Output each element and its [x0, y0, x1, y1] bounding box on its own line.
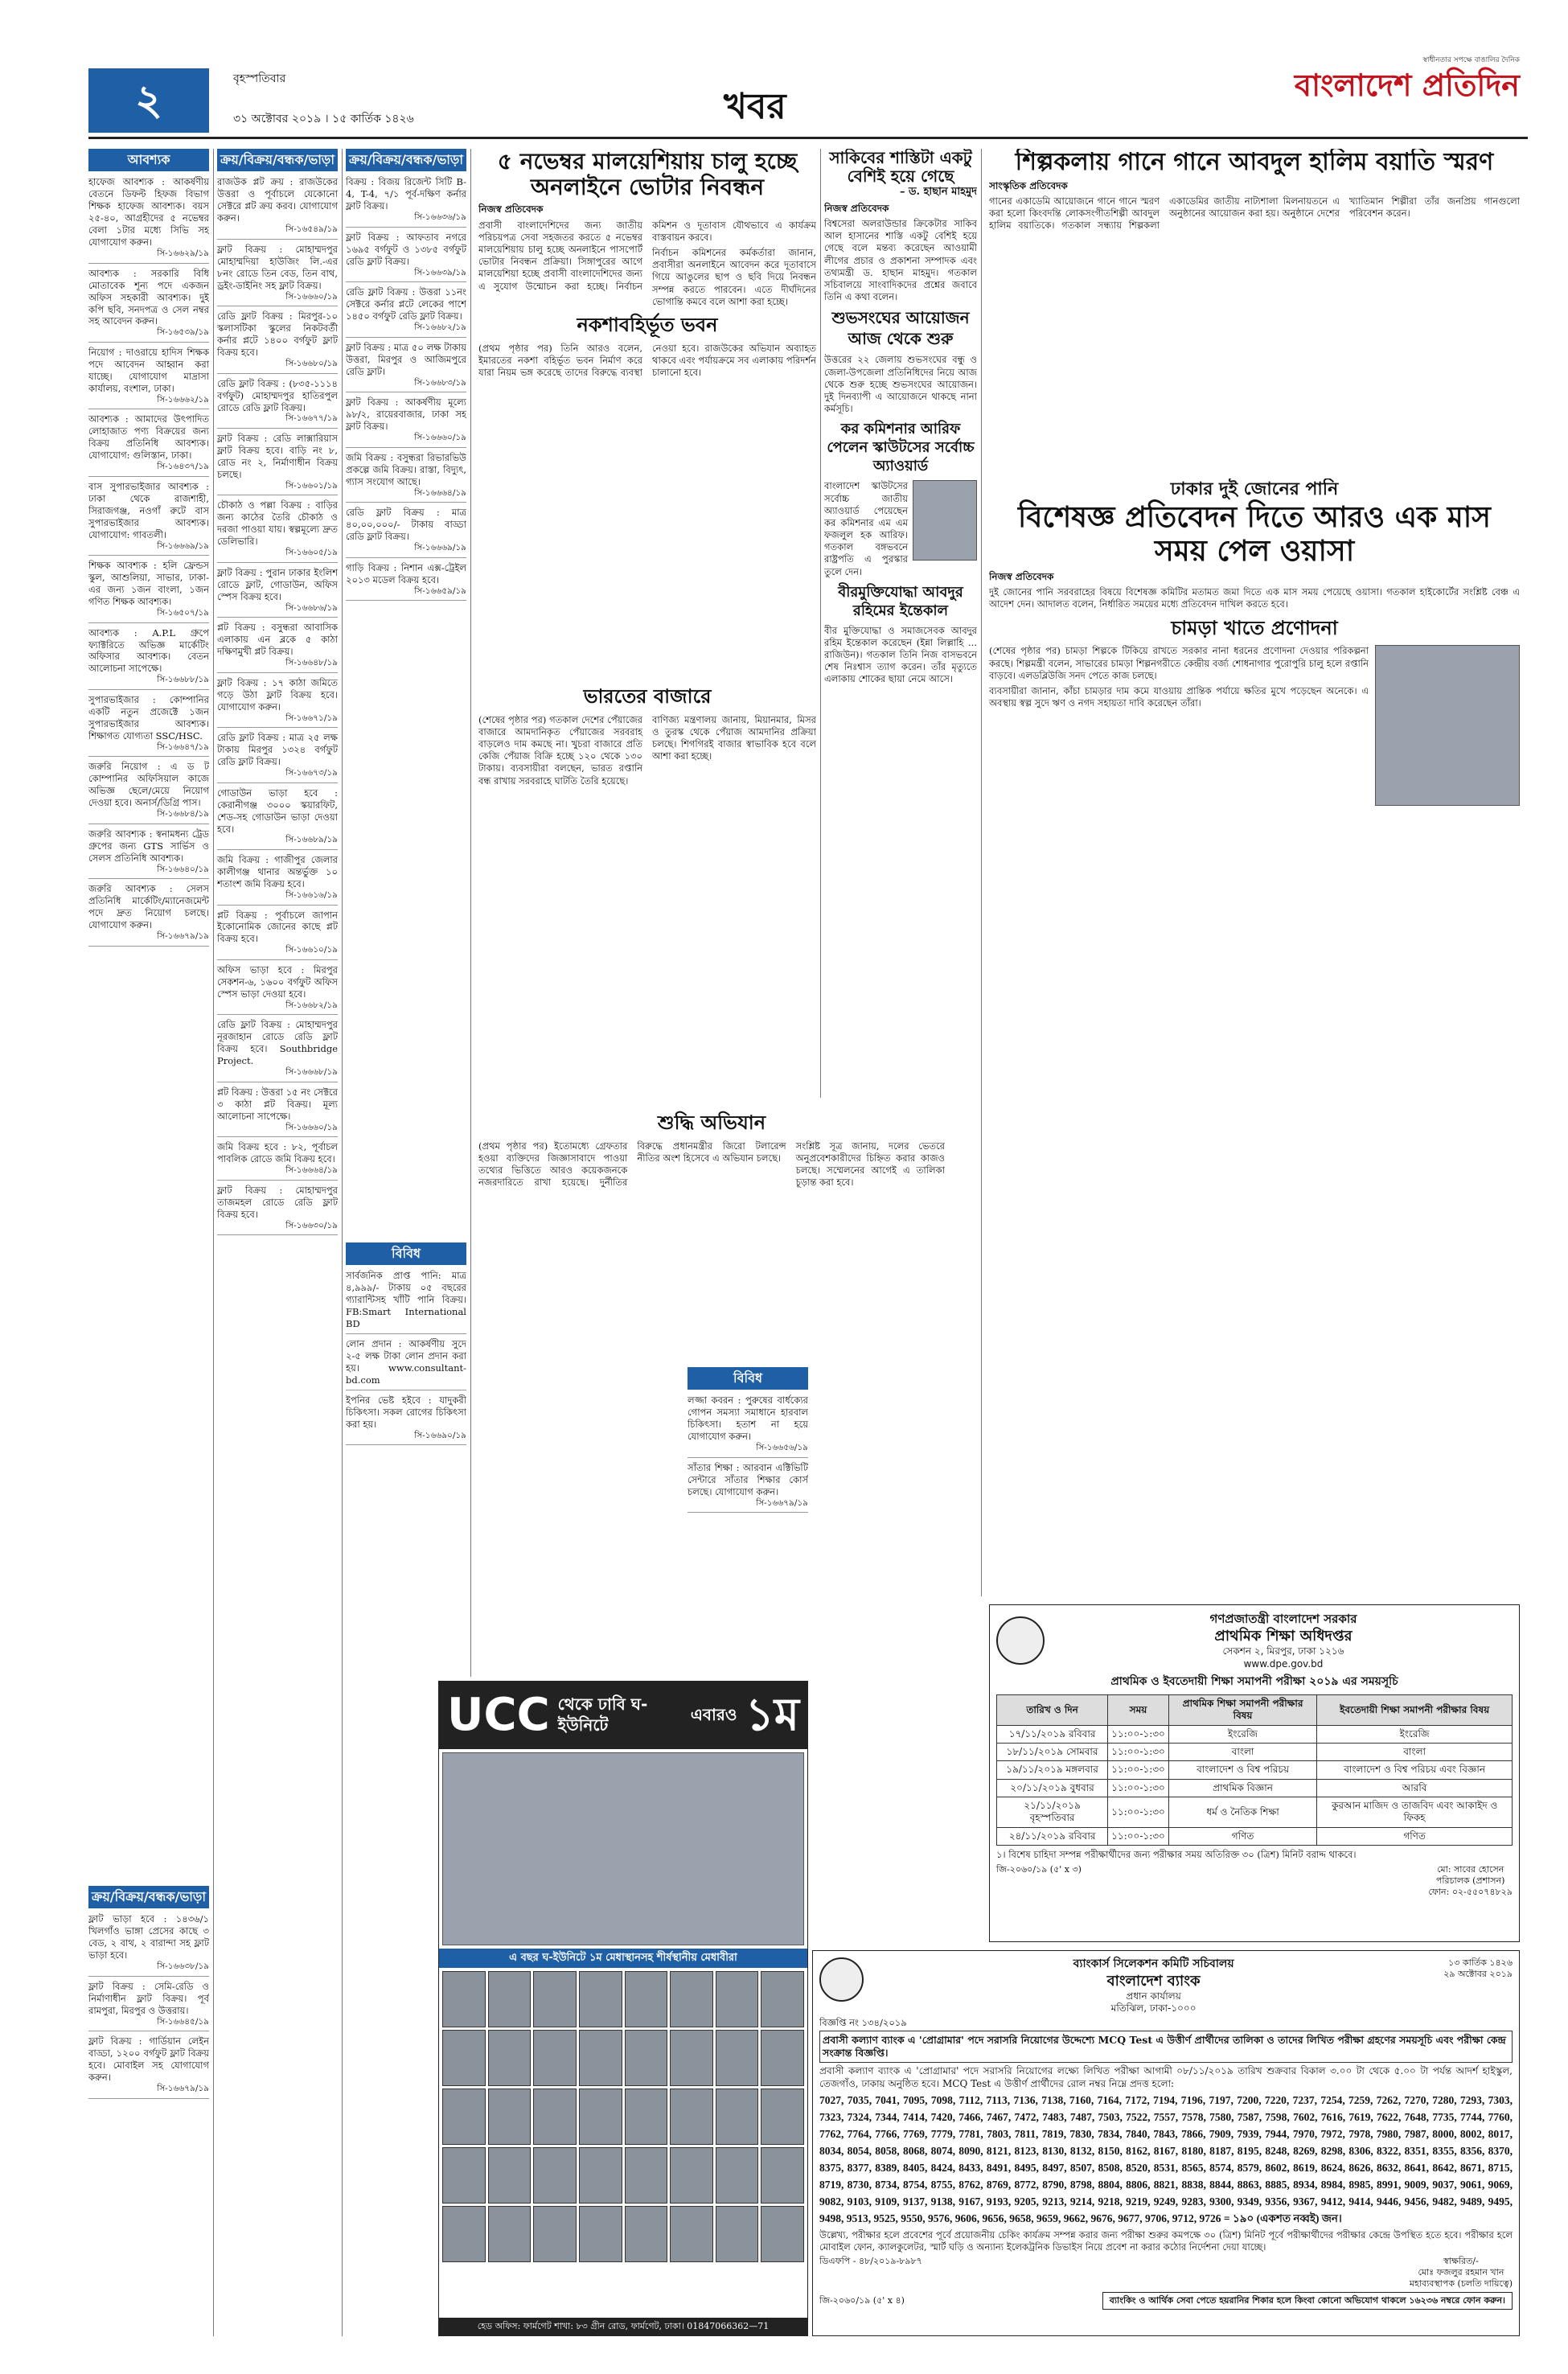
table-header-cell: সময়	[1108, 1694, 1169, 1725]
story-byline: নিজস্ব প্রতিবেদক	[989, 570, 1054, 582]
bank-signer-title: মহাব্যবস্থাপক (চলতি দায়িত্বে)	[1409, 2278, 1513, 2290]
ucc-title: UCC	[447, 1689, 550, 1741]
bank-notice-no: বিজ্ঞপ্তি নং ১৩৪/২০১৯	[819, 2016, 907, 2028]
classified-ad-text: ফ্লাট বিক্রয় : মাত্র ৫০ লক্ষ টাকায় উত্তরা, মিরপুর ও আজিমপুরে রেডি ফ্লাট।	[346, 341, 466, 377]
table-cell: কুরআন মাজিদ ও তাজবিদ এবং আকাইদ ও ফিকহ	[1317, 1797, 1513, 1828]
classified-ad-text: ইপনির ভেষ্ট হইবে : যাদুকরী চিকিৎসা। সকল রোগের চিকিৎসা করা হয়।	[346, 1394, 466, 1430]
classified-ad	[88, 883, 209, 946]
classified-ad-ref: সি-১৬৬৭৯/১৯	[756, 1497, 808, 1508]
story-headline: ৫ নভেম্বর মালয়েশিয়ায় চালু হচ্ছে অনলাইনে ভোটার নিবন্ধন	[497, 149, 798, 201]
classified-ad	[88, 828, 209, 879]
dpe-exam-notice	[989, 1604, 1520, 1942]
classified-ad	[346, 452, 466, 503]
classified-ad-ref: সি-১৬৬২৯/১৯	[157, 248, 209, 259]
table-cell: ২০/১১/২০১৯ বুধবার	[997, 1779, 1108, 1797]
story-paragraph: উত্তরের ২২ জেলায় শুভসংঘের বন্ধু ও জেলা-উপজেলা প্রতিনিধিদের নিয়ে আজ থেকে শুরু হচ্ছে শুভসংঘের আয়োজন। দুই দিনব্যাপী এ আয়োজনে থাকছে নানা কর্মসূচি।	[824, 354, 977, 415]
ad-list	[346, 176, 466, 601]
classified-ad-ref: সি-১৬৬৩৯/১৯	[414, 267, 466, 277]
classified-ad-text: সার্বজনিক প্রাপ্ত পানি: মাত্র ৪,৯৯৯/- টাকায় ০৫ বছরের গ্যারান্টিসহ খাঁটি পানি বিক্রয়। FB:Smart International BD	[346, 1270, 466, 1330]
classified-column-1	[88, 149, 209, 1878]
classified-ad-text: আবশ্যক : আমাদের উৎপাদিত লোহাজাত পণ্য বিক্রয়ের জন্য বিক্রয় প্রতিনিধি আবশ্যক। যোগাযোগ: গুলিস্তান, ঢাকা।	[88, 413, 209, 462]
classified-ad	[217, 854, 338, 905]
column-divider	[213, 149, 214, 2336]
bank-footer: ব্যাংকিং ও আর্থিক সেবা পেতে হয়রানির শিকার হলে কিংবা কোনো অভিযোগ থাকলে ১৬২৩৬ নম্বরে ফোন করুন।	[1102, 2292, 1513, 2310]
classified-ad-ref: সি-১৬৬৭১/১৯	[285, 713, 338, 723]
ad-list	[88, 176, 209, 946]
classified-ad	[217, 433, 338, 495]
bank-org: ব্যাংকার্স সিলেকশন কমিটি সচিবালয়	[1073, 1957, 1234, 1970]
story-headline: কর কমিশনার আরিফ পেলেন স্কাউটসের সর্বোচ্চ অ্যাওয়ার্ড	[827, 421, 975, 475]
classified-ad	[217, 310, 338, 373]
classified-ad-ref: সি-১৬৬০৫/১৯	[285, 548, 338, 558]
classified-ad	[88, 560, 209, 622]
bank-date-bangla: ১৩ কার্তিক ১৪২৬	[1448, 1957, 1513, 1968]
classified-ad-ref: সি-১৬৬৬২/১৯	[157, 394, 209, 405]
ucc-advertisement	[438, 1681, 808, 2336]
story-paragraph: (শেষের পৃষ্ঠার পর) চামড়া শিল্পকে টিকিয়ে রাখতে সরকার নানা ধরনের প্রণোদনা দেওয়ার পরিকল্পনা করছে। শিল্পমন্ত্রী বলেন, সাভারের চামড়া শিল্পনগরীতে কেন্দ্রীয় বর্জ্য শোধনাগার পুরোপুরি চালু হলে রপ্তানি বাড়বে। এলডব্লিউজি সনদ পেতে কাজ চলছে।	[989, 645, 1369, 681]
classified-ad	[88, 481, 209, 556]
dpe-header	[996, 1612, 1513, 1670]
column-divider	[820, 149, 821, 1098]
story-quote-author: – ড. হাছান মাহমুদ	[899, 186, 977, 198]
story-headline: বীরমুক্তিযোদ্ধা আবদুর রহিমের ইন্তেকাল	[838, 583, 963, 619]
bank-headline: প্রবাসী কল্যাণ ব্যাংক এ 'প্রোগ্রামার' পদে সরাসরি নিয়োগের উদ্দেশ্যে MCQ Test এ উত্তীর্ণ প্রার্থীদের তালিকা ও তাদের লিখিত পরীক্ষা গ্রহণের সময়সূচি এবং পরীক্ষা কেন্দ্র সংক্রান্ত বিজ্ঞপ্তি।	[819, 2031, 1513, 2063]
story-malaysia	[478, 149, 816, 672]
classified-ad-ref: সি-১৬৬৭৩/১৯	[285, 768, 338, 778]
story-body	[989, 195, 1520, 232]
classified-ad	[346, 1270, 466, 1334]
story-wasa	[989, 478, 1520, 1596]
classified-ad	[217, 244, 338, 306]
table-row	[997, 1761, 1513, 1779]
table-cell: ১৮/১১/২০১৯ সোমবার	[997, 1743, 1108, 1760]
classified-ad	[346, 176, 466, 227]
classified-ad	[217, 964, 338, 1015]
classified-ad-text: রাজউক প্লট ক্রয় : রাজউকের উত্তরা ও পূর্বাচলে যেকোনো সেক্টরে প্লট ক্রয় করব। যোগাযোগ করুন।	[217, 176, 338, 224]
classified-ad-ref: সি-১৬৬১০/১৯	[285, 945, 338, 955]
story-paragraph: বিশ্বসেরা অলরাউন্ডার ক্রিকেটার সাকিব আল হাসানের শাস্তি একটু বেশিই হয়ে গেছে বলে মন্তব্য করেছেন আওয়ামী লীগের প্রচার ও প্রকাশনা সম্পাদক এবং তথ্যমন্ত্রী ড. হাছান মাহমুদ। গতকাল সচিবালয়ে সাংবাদিকদের প্রশ্নের জবাবে তিনি এ কথা বলেন।	[824, 217, 977, 303]
classified-ad	[346, 562, 466, 602]
classified-ad-text: শিক্ষক আবশ্যক : হলি ফ্রেন্ডস স্কুল, আশুলিয়া, সাভার, ঢাকা-এর জন্য ১জন বাংলা, ১জন গণিত শিক্ষক আবশ্যক।	[88, 560, 209, 607]
classified-ad-text: হাফেজ আবশ্যক : আকর্ষণীয় বেতনে ডিফল্ট হিফজ বিভাগ শিক্ষক হাফেজ আবশ্যক। বয়স ২৫-৪০, আগ্রহীদের ৫ নভেম্বর বেলা ১টার মধ্যে সিভি সহ যোগাযোগ করুন।	[88, 176, 209, 248]
classified-ad	[346, 396, 466, 447]
classified-ad-ref: সি-১৬৬৩০/১৯	[285, 1220, 338, 1230]
classified-column-2	[217, 149, 338, 2336]
classified-ad-ref: সি-১৬৬৮২/১৯	[414, 322, 466, 333]
classified-ad-ref: সি-১৬৬৮৩/১৯	[414, 377, 466, 388]
table-cell: ইংরেজি	[1168, 1725, 1316, 1743]
classified-ad-ref: সি-১৬৬৬৯/১৯	[414, 543, 466, 552]
table-cell: বাংলাদেশ ও বিশ্ব পরিচয় এবং বিজ্ঞান	[1317, 1761, 1513, 1779]
section-title: খবর	[724, 86, 786, 127]
story-paragraph: বাংলাদেশ স্কাউটসের সর্বোচ্চ জাতীয় অ্যাওয়ার্ড পেয়েছেন কর কমিশনার এম এম ফজলুল হক আরিফ। গতকাল বঙ্গভবনে রাষ্ট্রপতি এ পুরস্কার তুলে দেন।	[824, 480, 908, 577]
story-paragraph: প্রবাসী বাংলাদেশিদের জন্য জাতীয় পরিচয়পত্র সেবা সহজতর করতে ৫ নভেম্বর মালয়েশিয়ায় চালু হচ্ছে অনলাইনে পাসপোর্ট ভোটার নিবন্ধন প্রক্রিয়া। সিঙ্গাপুরের আগে মালয়েশিয়া হচ্ছে প্রবাসী বাংলাদেশিদের জন্য এ সুযোগ উন্মোচন করা হচ্ছে। নির্বাচন কমিশন ও দূতাবাস যৌথভাবে এ কার্যক্রম বাস্তবায়ন করবে।	[478, 219, 816, 292]
header-day: বৃহস্পতিবার	[233, 72, 286, 85]
column-divider	[981, 149, 982, 1596]
classified-ad	[217, 787, 338, 850]
story-headline: শিল্পকলায় গানে গানে আবদুল হালিম বয়াতি স্মরণ	[1015, 149, 1494, 176]
story-paragraph: গানের একাডেমি আয়োজনে গানে গানে স্মরণ করা হলো কিংবদন্তি লোকসংগীতশিল্পী আবদুল হালিম বয়াতিকে। গতকাল সন্ধ্যায় শিল্পকলা একাডেমির জাতীয় নাট্যশালা মিলনায়তনে এ অনুষ্ঠানের আয়োজন করা হয়। অনুষ্ঠানে দেশের খ্যাতিমান শিল্পীরা তাঁর জনপ্রিয় গানগুলো পরিবেশন করেন।	[989, 195, 1520, 232]
classified-ad-ref: সি-১৬৫৪৯/১৯	[285, 224, 338, 235]
story-subbody	[478, 343, 816, 381]
story-paragraph: নির্বাচন কমিশনের কর্মকর্তারা জানান, প্রবাসীরা অনলাইনে আবেদন করে দূতাবাসে গিয়ে আঙুলের ছাপ ও ছবি দিয়ে নিবন্ধন সম্পন্ন করতে পারবেন। এতে দীর্ঘদিনের ভোগান্তি কমবে বলে আশা করা হচ্ছে।	[652, 247, 816, 307]
story-headline: বিশেষজ্ঞ প্রতিবেদন দিতে আরও এক মাস সময় পেল ওয়াসা	[1018, 501, 1491, 568]
story-byline: নিজস্ব প্রতিবেদক	[478, 203, 544, 216]
table-cell: গণিত	[1168, 1827, 1316, 1845]
bank-signer: মোঃ ফজলুর রহমান খান	[1418, 2266, 1504, 2277]
story-byline: সাংস্কৃতিক প্রতিবেদক	[989, 179, 1068, 191]
classified-ad-text: জমি বিক্রয় হবে : ৮২, পূর্বাচল পাবলিক রোডে জমি বিক্রয় হবে।	[217, 1141, 338, 1165]
news-photo	[1375, 645, 1520, 806]
classified-ad	[217, 378, 338, 429]
classified-ad-ref: সি-১৬৬৮০/১৯	[285, 359, 338, 368]
classified-ad	[217, 176, 338, 239]
classified-ad-text: আবশ্যক : A.P.L গ্রুপে ফ্যাক্টরিতে অভিজ্ঞ মার্কেটিং অফিসার আবশ্যক। বেতন আলোচনা সাপেক্ষে।	[88, 626, 209, 675]
table-cell: ২১/১১/২০১৯ বৃহস্পতিবার	[997, 1797, 1108, 1828]
classified-ad	[88, 268, 209, 343]
table-cell: ১৭/১১/২০১৯ রবিবার	[997, 1725, 1108, 1743]
classified-column-1b	[88, 1886, 209, 2336]
table-header-cell: ইবতেদায়ী শিক্ষা সমাপনী পরীক্ষার বিষয়	[1317, 1694, 1513, 1725]
classified-ad-text: রেডি ফ্লাট বিক্রয় : মাত্র ২৫ লক্ষ টাকায় মিরপুর ১৩২৪ বর্গফুট রেডি ফ্লাট বিক্রয়।	[217, 732, 338, 768]
classified-ad	[217, 1019, 338, 1082]
classified-ad-text: ফ্লাট বিক্রয় : ১৭ কাঠা জমিতে গড়ে উঠা ফ্লাট বিক্রয় হবে। যোগাযোগ করুন।	[217, 676, 338, 713]
table-cell: ইংরেজি	[1317, 1725, 1513, 1743]
classified-ad-text: রেডি ফ্লাট বিক্রয় : মাত্র ৪০,০০,০০০/- টাকায় বাড্ডা রেডি ফ্লাট বিক্রয়।	[346, 507, 466, 543]
masthead-logo	[1254, 56, 1520, 137]
table-row	[997, 1797, 1513, 1828]
ucc-rank: ১ম	[745, 1689, 799, 1741]
classified-ad-ref: সি-১৬৬৬৪/১৯	[414, 487, 466, 498]
table-cell: বাংলাদেশ ও বিশ্ব পরিচয়	[1168, 1761, 1316, 1779]
ucc-subtitle: এবারও	[690, 1705, 737, 1725]
classified-ad-text: লজ্জা কবরন : পুরুষের বার্ধক্যের গোপন সমস্যা সমাধানে হারবাল চিকিৎসা। হতাশ না হয়ে যোগাযোগ করুন।	[688, 1394, 808, 1443]
table-header-cell: প্রাথমিক শিক্ষা সমাপনী পরীক্ষার বিষয়	[1168, 1694, 1316, 1725]
classified-ad-text: নিয়োগ : দাওরায়ে হাদিস শিক্ষক পদে আবেদন আহ্বান করা যাচ্ছে। যোগাযোগ মাদ্রাসা কার্যালয়, বংশাল, ঢাকা।	[88, 347, 209, 394]
bank-signed: স্বাক্ষরিত/-	[1443, 2255, 1479, 2266]
bangladesh-bank-notice	[812, 1950, 1520, 2336]
ucc-header	[439, 1682, 807, 1749]
ad-list	[346, 1270, 466, 1445]
bank-ref: জি-২০৬০/১৯ (৫' x ৪)	[819, 2295, 905, 2306]
dpe-address: সেকশন ২, মিরপুর, ঢাকা ১২১৬	[1222, 1645, 1344, 1657]
classified-ad-ref: সি-১৬৬৮২/১৯	[285, 1000, 338, 1010]
classified-ad-text: রেডি ফ্লাট বিক্রয় : (৮৩৫-১১১৪ বর্গফুট) মোহাম্মদপুর হাতিরপুল রোডে রেডি ফ্লাট বিক্রয়।	[217, 377, 338, 413]
bibidh-column	[346, 1242, 466, 1669]
table-cell: ২৪/১১/২০১৯ রবিবার	[997, 1827, 1108, 1845]
bank-date: ২৯ অক্টোবর ২০১৯	[1443, 1969, 1513, 1980]
classified-ad-text: রেডি ফ্লাট বিক্রয় : মিরপুর-১০ স্কলাসটিকা স্কুলের নিকটবর্তী কর্নার প্লটে ১৪০০ বর্গফুট ফ্লাট বিক্রয় হবে।	[217, 310, 338, 359]
government-seal-icon	[996, 1616, 1045, 1665]
classified-ad	[88, 2035, 209, 2098]
classified-ad-text: গোডাউন ভাড়া হবে : কেরানীগঞ্জ ৩০০০ স্কয়ারফিট, শেড-সহ গোডাউন ভাড়া দেওয়া হবে।	[217, 787, 338, 835]
story-paragraph: সংশ্লিষ্ট সূত্র জানায়, দলের ভেতরে অনুপ্রবেশকারীদের চিহ্নিত করার কাজও চলছে। সম্মেলনের আগেই এ তালিকা চূড়ান্ত করা হবে।	[795, 1140, 945, 1189]
bibidh-column-2	[688, 1367, 808, 1673]
classified-ad	[217, 677, 338, 728]
classified-ad-ref: সি-১৬৬৬০/১৯	[285, 1122, 338, 1132]
classified-ad-text: সুপারভাইজার : কোম্পানির একটি নতুন প্রজেক্টে ১জন সুপারভাইজার আবশ্যক। শিক্ষাগত যোগ্যতা SSC/HSC.	[88, 693, 209, 741]
column-heading: ক্রয়/বিক্রয়/বন্ধক/ভাড়া	[346, 149, 466, 171]
table-row	[997, 1725, 1513, 1743]
classified-ad-text: বাস সুপারভাইজার আবশ্যক : ঢাকা থেকে রাজশাহী, সিরাজগঞ্জ, নওগাঁ রুটে বাস সুপারভাইজার আবশ্যক। যোগাযোগ: গাবতলী।	[88, 480, 209, 540]
classified-ad-ref: সি-১৬৬৮৪/১৯	[157, 809, 209, 819]
classified-ad-text: ফ্লাট বিক্রয় : মোহাম্মদপুর মোহাম্মদিয়া হাউজিং লি.-এর ৮নং রোডে তিন বেড, তিন বাথ, ড্রইং-ডাইনিং সহ ফ্লাট বিক্রয়।	[217, 243, 338, 291]
portrait-photo	[913, 480, 977, 561]
table-cell: ধর্ম ও নৈতিক শিক্ষা	[1168, 1797, 1316, 1828]
story-body	[478, 1140, 945, 1189]
classified-ad-text: ফ্লাট বিক্রয় : পুরান ঢাকার ইংলিশ রোডে ফ্লাট, গোডাউন, অফিস স্পেস বিক্রয় হবে।	[217, 566, 338, 602]
story-headline: ভারতের বাজারে	[583, 685, 712, 708]
classified-ad-ref: সি-১৬৬৬০/১৯	[414, 433, 466, 443]
table-row	[997, 1827, 1513, 1845]
story-headline: শুদ্ধি অভিযান	[657, 1111, 766, 1134]
classified-ad-text: ফ্লাট বিক্রয় : মোহাম্মদপুর তাজমহল রোডে রেডি ফ্লাট বিক্রয় হবে।	[217, 1184, 338, 1220]
column-heading: বিবিধ	[688, 1367, 808, 1390]
classified-ad-text: জমি বিক্রয় : গাজীপুর জেলার কালীগঞ্জ থানার অন্তর্ভুক্ত ১০ শতাংশ জমি বিক্রয় হবে।	[217, 854, 338, 889]
classified-ad	[217, 1185, 338, 1235]
classified-ad	[688, 1462, 808, 1513]
story-paragraph: বাণিজ্য মন্ত্রণালয় জানায়, মিয়ানমার, মিসর ও তুরস্ক থেকে পেঁয়াজ আমদানির প্রক্রিয়া চলছে। শিগগিরই বাজার স্বাভাবিক হবে বলে আশা করা হচ্ছে।	[652, 713, 816, 762]
story-paragraph: দুই জোনের পানি সরবরাহের বিষয়ে বিশেষজ্ঞ কমিটির মতামত জমা দিতে এক মাস সময় পেয়েছে ওয়াসা। গতকাল হাইকোর্টের সংশ্লিষ্ট বেঞ্চ এ আদেশ দেন। আদালত বলেন, নির্ধারিত সময়ের মধ্যে প্রতিবেদন দাখিল করতে হবে।	[989, 586, 1520, 610]
ucc-title-rest: থেকে ঢাবি ঘ-ইউনিটে	[557, 1694, 648, 1735]
bank-intro: প্রবাসী কল্যাণ ব্যাংক এ 'প্রোগ্রামার' পদে সরাসরি নিয়োগের লক্ষ্যে লিখিত পরীক্ষা আগামী ০৮/১১/২০১৯ তারিখ শুক্রবার বিকাল ৩.০০ টা থেকে ৫.০০ টা পর্যন্ত আদর্শ হাইস্কুল, তেজগাঁও, ঢাকায় অনুষ্ঠিত হবে। MCQ Test এ উত্তীর্ণ প্রার্থীদের রোল নম্বর নিম্নে প্রদত্ত হলো:	[819, 2065, 1513, 2089]
classified-ad	[217, 499, 338, 562]
classified-ad-text: জরুরি আবশ্যক : স্বনামধন্য ট্রেড গ্রুপের জন্য GTS সার্ভিস ও সেলস প্রতিনিধি আবশ্যক।	[88, 828, 209, 864]
column-divider	[470, 149, 471, 1677]
story-paragraph: (প্রথম পৃষ্ঠার পর) ইতোমধ্যে গ্রেফতার হওয়া ব্যক্তিদের জিজ্ঞাসাবাদে পাওয়া তথ্যের ভিত্তিতে আরও কয়েকজনকে নজরদারিতে রাখা হয়েছে। দুর্নীতির বিরুদ্ধে প্রধানমন্ত্রীর জিরো টলারেন্স নীতির অংশ হিসেবে এ অভিযান চলছে।	[478, 1140, 786, 1189]
table-cell: ১১:০০-১:৩০	[1108, 1761, 1169, 1779]
bank-instructions: উল্লেখ্য, পরীক্ষার হলে প্রবেশের পূর্বে প্রয়োজনীয় চেকিং কার্যক্রম সম্পন্ন করার জন্য পরীক্ষা শুরুর কমপক্ষে ৩০ (ত্রিশ) মিনিট পূর্বে পরীক্ষার্থীদের পরীক্ষার কেন্দ্রে উপস্থিত হতে হবে। পরীক্ষার হলে মোবাইল ফোন, ক্যালকুলেটর, স্মার্ট ঘড়ি ও অন্যান্য ইলেকট্রনিক ডিভাইস নিয়ে প্রবেশ না করার কঠোর নির্দেশনা দেয়া যাচ্ছে।	[819, 2229, 1513, 2253]
classified-ad	[688, 1394, 808, 1457]
logo-tagline: স্বাধীনতার সপক্ষে বাঙালির দৈনিক	[1422, 56, 1520, 64]
classified-ad-ref: সি-১৬৬৭৭/১৯	[285, 413, 338, 424]
classified-ad	[88, 413, 209, 476]
story-subhead: চামড়া খাতে প্রণোদনা	[1171, 616, 1338, 639]
classified-ad-text: সাঁতার শিক্ষা : আরবান এক্টিভিটি সেন্টারে সাঁতার শিক্ষার কোর্স চলছে। যোগাযোগ করুন।	[688, 1461, 808, 1497]
classified-ad	[88, 627, 209, 690]
classified-ad-text: গাড়ি বিক্রয় : নিশান এক্স-ট্রেইল ২০১৩ মডেল বিক্রয় হবে।	[346, 561, 466, 585]
classified-ad	[217, 622, 338, 672]
table-cell: ১১:০০-১:৩০	[1108, 1797, 1169, 1828]
table-header-cell: তারিখ ও দিন	[997, 1694, 1108, 1725]
column-heading: ক্রয়/বিক্রয়/বন্ধক/ভাড়া	[88, 1886, 209, 1908]
dpe-gov: গণপ্রজাতন্ত্রী বাংলাদেশ সরকার	[1209, 1612, 1357, 1626]
classified-ad-ref: সি-১৬৬৩৮/১৯	[157, 1961, 209, 1972]
story-paragraph: (প্রথম পৃষ্ঠার পর) তিনি আরও বলেন, ইমারতের নকশা বহির্ভূত ভবন নির্মাণ করে যারা নিয়ম ভঙ্গ করেছে তাদের বিরুদ্ধে ব্যবস্থা নেওয়া হবে। রাজউকের অভিযান অব্যাহত থাকবে এবং পর্যায়ক্রমে সব এলাকায় পরিদর্শন চালানো হবে।	[478, 342, 816, 378]
story-shakib	[824, 149, 977, 1098]
column-heading: ক্রয়/বিক্রয়/বন্ধক/ভাড়া	[217, 149, 338, 171]
classified-ad-text: প্লট বিক্রয় : উত্তরা ১৫ নং সেক্টরে ৩ কাঠা প্লট বিক্রয়। মূল্য আলোচনা সাপেক্ষে।	[217, 1086, 338, 1122]
story-paragraph: ব্যবসায়ীরা জানান, কাঁচা চামড়ার দাম কমে যাওয়ায় প্রান্তিক পর্যায়ে ক্ষতির মুখে পড়েছেন অনেকে। এ অবস্থায় স্বল্প সুদে ঋণ ও নগদ সহায়তা দাবি করেছেন তাঁরা।	[989, 684, 1369, 709]
classified-ad-ref: সি-১৬৬৭৯/১৯	[157, 2084, 209, 2094]
ucc-merit-thumbnails	[439, 1968, 807, 2265]
header-rule	[88, 137, 1528, 139]
classified-ad-text: আবশ্যক : সরকারি বিধি মোতাবেক শূন্য পদে একজন অফিস সহকারী আবশ্যক। দুই কপি ছবি, সনদপত্র ও সেল নম্বর সহ আবেদন করুন।	[88, 267, 209, 327]
classified-ad-text: ফ্লাট বিক্রয় : আকর্ষণীয় মূল্যে ৯৮/২, রায়েরবাজার, ঢাকা সহ ফ্লাট বিক্রয়।	[346, 396, 466, 433]
bank-name: বাংলাদেশ ব্যাংক	[1106, 1972, 1201, 1990]
dpe-signer-title: পরিচালক (প্রশাসন)	[1435, 1875, 1505, 1886]
table-cell: বাংলা	[1168, 1743, 1316, 1760]
column-heading: বিবিধ	[346, 1242, 466, 1265]
classified-ad-ref: সি-১৬৬৬০/১৯	[285, 291, 338, 302]
classified-ad	[88, 1981, 209, 2031]
dpe-ref: জি-২০৬০/১৯ (৫' x ৩)	[996, 1863, 1082, 1875]
classified-column-3	[346, 149, 466, 1234]
classified-ad-text: রেডি ফ্লাট বিক্রয় : উত্তরা ১১নং সেক্টরে কর্নার প্লটে লেকের পাশে ১৪৫০ বর্গফুট রেডি ফ্লাট বিক্রয়।	[346, 286, 466, 322]
table-cell: ১১:০০-১:৩০	[1108, 1827, 1169, 1845]
classified-ad-ref: সি-১৬৬১৬/১৯	[285, 889, 338, 900]
story-subhead: নকশাবহির্ভূত ভবন	[577, 313, 718, 336]
classified-ad-text: জমি বিক্রয় : বসুন্ধরা রিভারভিউ প্রকল্পে জমি বিক্রয়। রাস্তা, বিদ্যুৎ, গ্যাস সংযোগ আছে।	[346, 451, 466, 487]
dpe-web: www.dpe.gov.bd	[1243, 1657, 1324, 1670]
story-headline: সাকিবের শাস্তিটা একটু বেশিই হয়ে গেছে	[829, 149, 972, 186]
table-row	[997, 1779, 1513, 1797]
table-cell: গণিত	[1317, 1827, 1513, 1845]
column-divider	[342, 149, 343, 2336]
story-body	[478, 220, 816, 308]
story-body	[478, 714, 816, 787]
classified-ad-ref: সি-১৬৫০৭/১৯	[157, 607, 209, 618]
classified-ad-text: ফ্লাট বিক্রয় : আফতাব নগরে ১৬৯৫ বর্গফুট ও ১৩৮৫ বর্গফুট রেডি ফ্লাট বিক্রয়।	[346, 231, 466, 267]
classified-ad-text: ফ্লাট বিক্রয় : রেডি লাক্সারিয়াস ফ্লাট বিক্রয় হবে। বাড়ি নং ৮, রোড নং ২, নির্মাণাধীন বিক্রয় চলছে।	[217, 433, 338, 480]
table-cell: ১১:০০-১:৩০	[1108, 1743, 1169, 1760]
story-byline: নিজস্ব প্রতিবেদক	[824, 202, 889, 214]
ad-list	[688, 1394, 808, 1513]
logo-name: বাংলাদেশ প্রতিদিন	[1294, 67, 1520, 103]
classified-ad-ref: সি-১৬৬০১/১৯	[285, 480, 338, 491]
classified-ad-ref: সি-১৬৬৪৫/১৯	[157, 2016, 209, 2027]
ucc-footer: হেড অফিস: ফার্মগেট শাখা: ৮৩ গ্রীন রোড, ফার্মগেট, ঢাকা। 01847066362—71	[439, 2318, 807, 2335]
classified-ad	[88, 761, 209, 824]
dpe-note: ১। বিশেষ চাহিদা সম্পন্ন পরীক্ষার্থীদের জন্য পরীক্ষার সময় অতিরিক্ত ৩০ (ত্রিশ) মিনিট বরাদ্দ থাকবে।	[996, 1849, 1357, 1861]
story-abdul-halim	[989, 149, 1520, 470]
classified-ad-text: ফ্লাট বিক্রয় : গার্ডিয়ান লেইন বাড্ডা, ১২০০ বর্গফুট ফ্লাট বিক্রয় হবে। মোবাইল সহ যোগাযোগ করুন।	[88, 2035, 209, 2084]
story-paragraph: বীর মুক্তিযোদ্ধা ও সমাজসেবক আবদুর রহিম ইন্তেকাল করেছেন (ইন্না লিল্লাহি ... রাজিউন)। গতকাল তিনি নিজ বাসভবনে শেষ নিঃশ্বাস ত্যাগ করেন। তাঁর মৃত্যুতে এলাকায় শোকের ছায়া নেমে আসে।	[824, 624, 977, 685]
classified-ad-text: প্লট বিক্রয় : পূর্বাচলে জাপান ইকোনোমিক জোনের কাছে প্লট বিক্রয় হবে।	[217, 909, 338, 945]
bank-address: মতিঝিল, ঢাকা-১০০০	[1110, 2002, 1197, 2015]
story-kicker: ঢাকার দুই জোনের পানি	[1170, 479, 1339, 499]
exam-schedule-table	[996, 1694, 1513, 1846]
dpe-phone: ফোন: ০২-৫৫০৭৪৮২৯	[1428, 1886, 1513, 1897]
story-paragraph: (শেষের পৃষ্ঠার পর) গতকাল দেশের পেঁয়াজের বাজারে আমদানিকৃত পেঁয়াজের সরবরাহ বাড়লেও দাম কমছে না। খুচরা বাজারে প্রতি কেজি পেঁয়াজ বিক্রি হচ্ছে ১২০ থেকে ১৩০ টাকায়। ব্যবসায়ীরা বলছেন, ভারত রপ্তানি বন্ধ রাখায় সরবরাহে ঘাটতি তৈরি হয়েছে।	[478, 713, 642, 787]
table-row	[997, 1743, 1513, 1760]
dpe-title: প্রাথমিক ও ইবতেদায়ী শিক্ষা সমাপনী পরীক্ষা ২০১৯ এর সময়সূচি	[1110, 1674, 1398, 1688]
header-date: ৩১ অক্টোবর ২০১৯ । ১৫ কার্তিক ১৪২৬	[233, 113, 414, 125]
classified-ad	[346, 1394, 466, 1445]
table-cell: ১১:০০-১:৩০	[1108, 1779, 1169, 1797]
ucc-banner: এ বছর ঘ-ইউনিটে ১ম মেধাস্থানসহ শীর্ষস্থানীয় মেধাবীরা	[439, 1949, 807, 1969]
table-cell: বাংলা	[1317, 1743, 1513, 1760]
classified-ad-ref: সি-১৬৬৬৪/১৯	[285, 1165, 338, 1176]
classified-ad-ref: সি-১৬৬৬৯/১৯	[157, 540, 209, 551]
classified-ad-text: জরুরি আবশ্যক : সেলস প্রতিনিধি মার্কেটিং/ম্যানেজমেন্ট পদে দ্রুত নিয়োগ চলছে। যোগাযোগ করুন।	[88, 883, 209, 930]
classified-ad-ref: সি-১৬৬৪৭/১৯	[157, 741, 209, 752]
ad-list	[88, 1913, 209, 2098]
classified-ad-text: ফ্লাট বিক্রয় : সেমি-রেডি ও নির্মাণাধীন ফ্লাট বিক্রয়। পূর্ব রামপুরা, মিরপুর ও উত্তরায়।	[88, 1980, 209, 2016]
classified-ad	[88, 694, 209, 757]
classified-ad	[346, 342, 466, 392]
story-shuddhi-abhijan	[478, 1106, 945, 1363]
table-cell: ১১:০০-১:৩০	[1108, 1725, 1169, 1743]
classified-ad-text: অফিস ভাড়া হবে : মিরপুর সেকশন-৬, ১৬০০ বর্গফুট অফিস স্পেস ভাড়া দেওয়া হবে।	[217, 963, 338, 1000]
story-market	[478, 680, 816, 1098]
classified-ad	[88, 176, 209, 263]
classified-ad-text: প্লট বিক্রয় : বসুন্ধরা আবাসিক এলাকায় এন ব্লকে ৫ কাঠা দক্ষিণমুখী প্লট বিক্রয়।	[217, 622, 338, 658]
table-cell: ১৯/১১/২০১৯ মঙ্গলবার	[997, 1761, 1108, 1779]
classified-ad-ref: সি-১৬৬৫৬/১৯	[756, 1443, 808, 1453]
classified-ad-ref: সি-১৬৬৯০/১৯	[414, 1430, 466, 1440]
classified-ad	[217, 910, 338, 960]
bank-office: প্রধান কার্যালয়	[1126, 1990, 1181, 2002]
classified-ad-ref: সি-১৬৬৫৯/১৯	[414, 585, 466, 596]
table-cell: প্রাথমিক বিজ্ঞান	[1168, 1779, 1316, 1797]
classified-ad-ref: সি-১৬৬৩৬/১৯	[414, 212, 466, 223]
classified-ad	[88, 347, 209, 409]
ad-list	[217, 176, 338, 1235]
page-number: ২	[88, 68, 209, 133]
classified-ad-ref: সি-১৬৬৮৯/১৯	[285, 835, 338, 845]
classified-ad-ref: সি-১৬৪৩৭/১৯	[157, 462, 209, 472]
classified-ad	[217, 1086, 338, 1137]
classified-ad-ref: সি-১৬৬৬৮/১৯	[285, 1067, 338, 1078]
classified-ad-ref: সি-১৬৫৩৯/১৯	[157, 327, 209, 338]
classified-ad-text: রেডি ফ্লাট বিক্রয় : মোহাম্মদপুর নূরজাহান রোডে রেডি ফ্লাট বিক্রয় হবে। Southbridge Project.	[217, 1019, 338, 1067]
classified-ad-ref: সি-১৬৬৪৮/১৯	[285, 658, 338, 668]
classified-ad-text: বিক্রয় : বিজয় রিজেন্ট সিটি B-4, T-4, ৭/১ পূর্ব-দক্ষিণ কর্নার ফ্লাট বিক্রয়।	[346, 176, 466, 212]
classified-ad-text: ফ্লাট ভাড়া হবে : ১৪৩৬/১ খিলগাঁও ভাঙ্গা প্রেসের কাছে ৩ বেড, ২ বাথ, ২ বারান্দা সহ ফ্লাট ভাড়া হবে।	[88, 1913, 209, 1961]
story-headline: শুভসংঘের আয়োজন আজ থেকে শুরু	[831, 308, 970, 348]
dpe-signer: মো: সাবের হোসেন	[1437, 1863, 1504, 1875]
bank-seal-icon	[819, 1957, 864, 2002]
roll-number-list: 7027, 7035, 7041, 7095, 7098, 7112, 7113, 7136, 7138, 7160, 7164, 7172, 7194, 7196, 7197, 7200, 7220, 7237, 7254, 7259, 7262, 7270, 7280, 7293, 7303, 7323, 7324, 7344, 7414, 7420, 7466, 7467, 7472, 7483, 7487, 7503, 7522, 7557, 7578, 7580, 7587, 7598, 7602, 7616, 7619, 7622, 7648, 7735, 7744, 7760, 7762, 7764, 7766, 7769, 7779, 7781, 7803, 7811, 7819, 7830, 7834, 7840, 7843, 7866, 7909, 7939, 7944, 7970, 7972, 7978, 7980, 7987, 8000, 8002, 8017, 8034, 8054, 8058, 8068, 8074, 8090, 8121, 8123, 8130, 8132, 8150, 8162, 8167, 8180, 8187, 8195, 8248, 8269, 8298, 8306, 8322, 8351, 8355, 8356, 8370, 8375, 8377, 8389, 8405, 8424, 8433, 8491, 8495, 8497, 8507, 8508, 8520, 8531, 8565, 8574, 8579, 8602, 8619, 8624, 8626, 8632, 8641, 8642, 8671, 8715, 8719, 8730, 8734, 8754, 8755, 8762, 8769, 8772, 8790, 8798, 8804, 8806, 8821, 8838, 8844, 8863, 8885, 8934, 8984, 8985, 8991, 9009, 9037, 9061, 9069, 9082, 9103, 9109, 9137, 9138, 9167, 9193, 9205, 9213, 9214, 9218, 9219, 9249, 9283, 9300, 9349, 9356, 9367, 9412, 9414, 9446, 9456, 9482, 9489, 9495, 9498, 9513, 9525, 9550, 9576, 9606, 9656, 9658, 9659, 9662, 9676, 9677, 9706, 9712, 9726 = ১৯০ (একশত নব্বই) জন।	[819, 2094, 1513, 2224]
classified-ad	[217, 1141, 338, 1181]
bank-dfp: ডিএফপি - ৪৮/২০১৯-৮৯৮৭	[819, 2255, 922, 2266]
classified-ad	[217, 567, 338, 618]
classified-ad	[346, 1338, 466, 1390]
dpe-office: প্রাথমিক শিক্ষা অধিদপ্তর	[1214, 1628, 1353, 1645]
classified-ad-text: চৌকাঠ ও পল্লা বিক্রয় : বাড়ির জন্য কাঠের তৈরি চৌকাঠ ও দরজা পাওয়া যায়। স্বল্পমূল্যে দ্রুত ডেলিভারি।	[217, 499, 338, 548]
classified-ad	[88, 1913, 209, 1976]
classified-ad	[346, 232, 466, 282]
table-cell: আরবি	[1317, 1779, 1513, 1797]
classified-ad-ref: সি-১৬৬৪০/১৯	[157, 864, 209, 874]
classified-ad-ref: সি-১৬৬৮৬/১৯	[285, 602, 338, 613]
classified-ad-ref: সি-১৬৬৭৯/১৯	[157, 930, 209, 941]
classified-ad-text: জরুরি নিয়োগ : এ ড ট কোম্পানির অফিসিয়াল কাজে অভিজ্ঞ ছেলে/মেয়ে নিয়োগ দেওয়া হবে। অনার্স/ডিগ্রি পাস।	[88, 761, 209, 809]
classified-ad-ref: সি-১৬৬৮৮/১৯	[157, 675, 209, 685]
classified-ad	[346, 507, 466, 557]
classified-ad-text: লোন প্রদান : আকর্ষণীয় সুদে ২-৫ লক্ষ টাকা লোন প্রদান করা হয়। www.consultant-bd.com	[346, 1338, 466, 1386]
classified-ad	[217, 732, 338, 782]
column-heading: আবশ্যক	[88, 149, 209, 171]
classified-ad	[346, 286, 466, 337]
ucc-group-photo	[442, 1752, 804, 1945]
